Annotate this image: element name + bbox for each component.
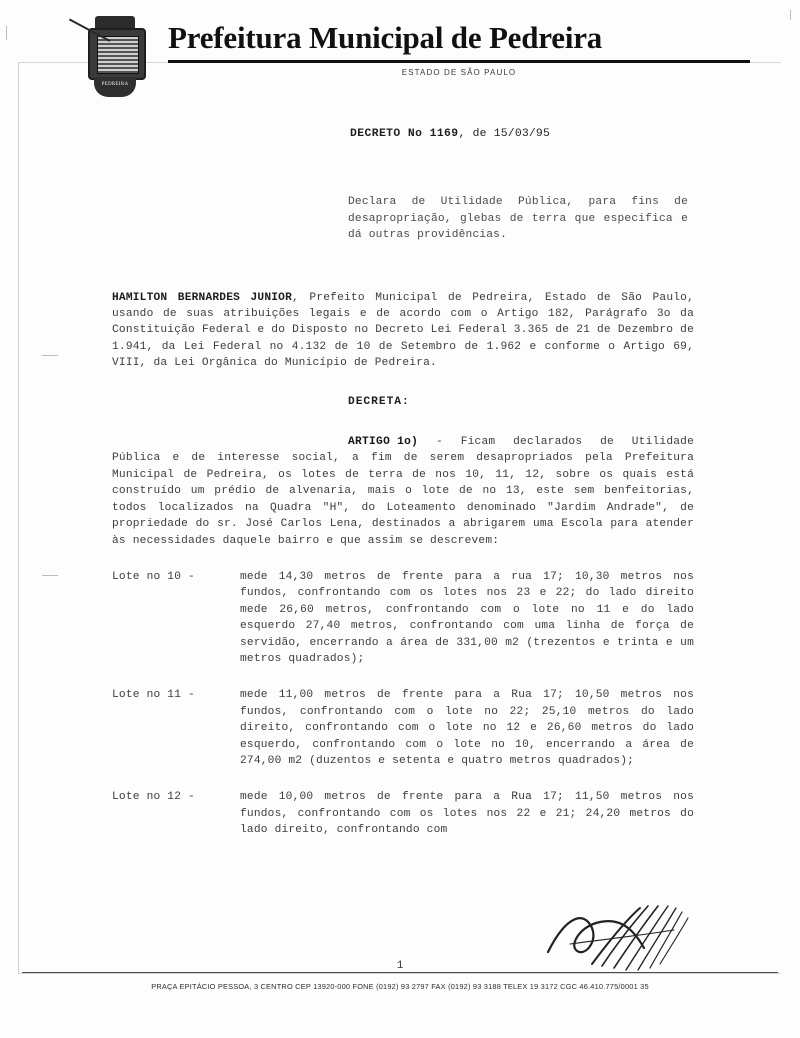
title-block — [168, 20, 788, 77]
crest-base-label: PEDREIRA — [101, 82, 129, 87]
decree-date: , de 15/03/95 — [458, 128, 551, 140]
article-one-text: - Ficam declarados de Utilidade Pública e de interesse social, a fim de serem desapropriados pela Prefeitura Municipal de Pedreira, os lotes de terra de nos 10, 11, 12, sobre os quais está construído um prédio de alvenaria, mais o lote de no 13, este sem benfeitorias, todos localizados na Quadra "H", do Loteamento denominado "Jardim Andrade", de propriedade do sr. José Carlos Lena, destinados a abrigarem uma Escola para atender às necessidades daquele bairro e que assim se descrevem: — [112, 436, 694, 547]
lot-label: Lote no 12 - — [112, 791, 195, 804]
lot-description: mede 11,00 metros de frente para a Rua 17; 10,50 metros nos fundos, confrontando com o lote no 22; 25,10 metros do lado direito, confrontando com o lote no 12 e 26,60 metros do lado esquerdo, confrontando com o lote no 10, encerrando a área de 274,00 m2 (duzentos e setenta e quatro metros quadrados); — [240, 689, 694, 767]
header-subtitle: ESTADO DE SÃO PAULO — [401, 68, 517, 77]
decree-preamble — [112, 290, 694, 372]
document-body — [0, 118, 800, 839]
title-divider — [168, 60, 750, 63]
document-header — [0, 8, 800, 118]
lot-description: mede 14,30 metros de frente para a rua 17; 10,30 metros nos fundos, confrontando com os lotes nos 23 e 22; do lado direito mede 26,60 metros, confrontando com o lote no 11 e do lado esquerdo 27,40 metros, confrontando com uma linha de força de servidão, encerrando a área de 331,00 m2 (trezentos e trinta e um metros quadrados); — [240, 570, 694, 665]
decree-number: DECRETO No 1169 — [350, 128, 459, 140]
list-item — [112, 687, 694, 769]
decree-summary: Declara de Utilidade Pública, para fins de desapropriação, glebas de terra que especifica e dá outras providências. — [348, 196, 688, 242]
article-one — [112, 434, 694, 549]
preamble-text: , Prefeito Municipal de Pedreira, Estado de São Paulo, usando de suas atribuições legais e de acordo com o Artigo 182, Parágrafo 3o da Constituição Federal e do Disposto no Decreto Lei Federal 3.365 de 21 de Dezembro de 1.941, da Lei Federal no 4.132 de 10 de Setembro de 1.962 e conforme o Artigo 69, VIII, da Lei Orgânica do Município de Pedreira. — [112, 291, 694, 370]
lot-description: mede 10,00 metros de frente para a Rua 17; 11,50 metros nos fundos, confrontando com os lotes nos 22 e 21; 24,20 metros do lado direito, confrontando com — [240, 791, 694, 837]
decreta-heading: DECRETA: — [348, 395, 410, 408]
list-item — [112, 569, 694, 667]
footer-address: PRAÇA EPITÁCIO PESSOA, 3 CENTRO CEP 13920-000 FONE (0192) 93 2797 FAX (0192) 93 3188 TELEX 19 3172 CGC 46.410.775/0001 35 — [151, 982, 649, 991]
mayor-name: HAMILTON BERNARDES JUNIOR — [112, 291, 293, 304]
decree-number-line — [350, 126, 800, 142]
footer-divider — [22, 972, 778, 973]
page-number: 1 — [396, 960, 404, 972]
lot-label: Lote no 10 - — [112, 570, 195, 583]
article-one-label: ARTIGO 1o) — [348, 436, 419, 449]
list-item — [112, 789, 694, 838]
crest-base — [94, 77, 136, 97]
coat-of-arms-icon — [86, 16, 144, 102]
page-title: Prefeitura Municipal de Pedreira — [168, 20, 603, 55]
lot-label: Lote no 11 - — [112, 689, 195, 702]
document-footer — [0, 976, 800, 994]
